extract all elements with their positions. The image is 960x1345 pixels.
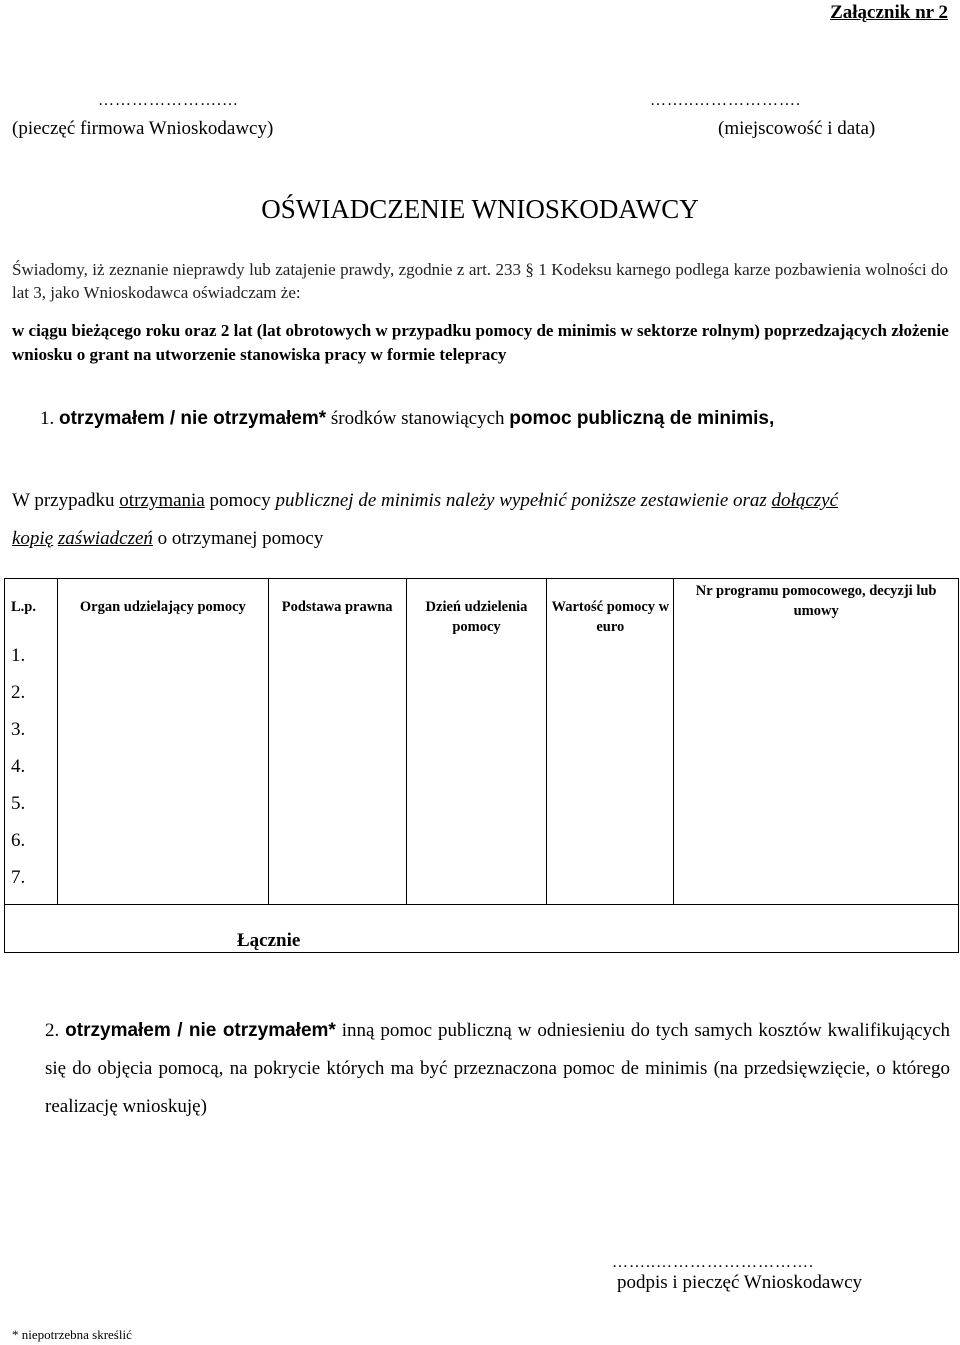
aid-table: [4, 578, 959, 953]
note-underlined: kopię: [12, 528, 54, 549]
cell[interactable]: [547, 830, 674, 867]
cell[interactable]: [268, 719, 406, 756]
signature-dotted-line: ……..……………………….: [612, 1254, 814, 1271]
header-legal-basis: Podstawa prawna: [268, 579, 406, 645]
page-title: OŚWIADCZENIE WNIOSKODAWCY: [261, 194, 699, 224]
cell[interactable]: [57, 645, 268, 682]
header-organ: Organ udzielający pomocy: [57, 579, 268, 645]
cell[interactable]: [268, 867, 406, 905]
table-row: [5, 645, 959, 682]
place-date-dotted-line: ……..……………….: [650, 92, 801, 109]
cell[interactable]: [268, 830, 406, 867]
cell[interactable]: [57, 830, 268, 867]
total-row: [5, 904, 959, 952]
cell[interactable]: [674, 867, 959, 905]
total-label: Łącznie: [237, 929, 301, 951]
total-cell: [5, 904, 959, 952]
cell[interactable]: [406, 682, 547, 719]
table-header-row: [5, 579, 959, 645]
table-row: [5, 830, 959, 867]
row-number: 1.: [5, 645, 58, 682]
cell[interactable]: [268, 682, 406, 719]
row-number: 4.: [5, 756, 58, 793]
declaration-item-2: [45, 1012, 950, 1126]
item-1-bold: pomoc publiczną de minimis,: [509, 408, 775, 429]
cell[interactable]: [674, 756, 959, 793]
table-row: [5, 682, 959, 719]
intro-paragraph: Świadomy, iż zeznanie nieprawdy lub zatajenie prawdy, zgodnie z art. 233 § 1 Kodeksu karnego podlega karze pozbawienia wolności do lat 3, jako Wnioskodawca oświadczam że:: [12, 260, 948, 302]
header-grant-date: Dzień udzielenia pomocy: [406, 579, 547, 645]
row-number: 7.: [5, 867, 58, 905]
cell[interactable]: [57, 756, 268, 793]
cell[interactable]: [57, 682, 268, 719]
cell[interactable]: [547, 645, 674, 682]
declaration-item-1: [40, 408, 774, 430]
row-number: 3.: [5, 719, 58, 756]
table-row: [5, 756, 959, 793]
table-row: [5, 719, 959, 756]
header-value-euro: Wartość pomocy w euro: [547, 579, 674, 645]
item-1-number: 1.: [40, 408, 55, 429]
header-lp: L.p.: [5, 579, 58, 645]
row-number: 6.: [5, 830, 58, 867]
cell[interactable]: [57, 867, 268, 905]
note-underlined: dołączyć: [771, 490, 839, 511]
note-part: W przypadku: [12, 490, 120, 511]
cell[interactable]: [406, 793, 547, 830]
cell[interactable]: [268, 756, 406, 793]
cell[interactable]: [268, 645, 406, 682]
cell[interactable]: [547, 682, 674, 719]
table-row: [5, 867, 959, 905]
cell[interactable]: [406, 867, 547, 905]
cell[interactable]: [406, 830, 547, 867]
item-2-choice: otrzymałem / nie otrzymałem*: [65, 1020, 336, 1041]
cell[interactable]: [406, 756, 547, 793]
cell[interactable]: [406, 645, 547, 682]
note-part: pomocy: [204, 490, 276, 511]
period-statement: w ciągu bieżącego roku oraz 2 lat (lat obrotowych w przypadku pomocy de minimis w sektorze rolnym) poprzedzających złożenie wniosku o grant na utworzenie stanowiska pracy w formie telepracy: [12, 321, 949, 364]
item-1-text: środków stanowiących: [326, 408, 510, 429]
item-2-number: 2.: [45, 1020, 60, 1041]
cell[interactable]: [57, 719, 268, 756]
row-number: 5.: [5, 793, 58, 830]
cell[interactable]: [547, 867, 674, 905]
signature-label: podpis i pieczęć Wnioskodawcy: [617, 1272, 862, 1293]
cell[interactable]: [674, 645, 959, 682]
table-row: [5, 793, 959, 830]
note-underlined: otrzymania: [119, 490, 205, 511]
attachment-number: Załącznik nr 2: [830, 2, 948, 23]
footnote: * niepotrzebna skreślić: [12, 1327, 132, 1342]
item-1-choice: otrzymałem / nie otrzymałem*: [59, 408, 327, 429]
note-part: o otrzymanej pomocy: [152, 528, 324, 549]
cell[interactable]: [547, 793, 674, 830]
cell[interactable]: [674, 793, 959, 830]
note-underlined: zaświadczeń: [57, 528, 153, 549]
row-number: 2.: [5, 682, 58, 719]
cell[interactable]: [268, 793, 406, 830]
cell[interactable]: [547, 756, 674, 793]
cell[interactable]: [674, 719, 959, 756]
cell[interactable]: [57, 793, 268, 830]
cell[interactable]: [406, 719, 547, 756]
company-stamp-label: (pieczęć firmowa Wnioskodawcy): [12, 118, 274, 139]
place-date-label: (miejscowość i data): [718, 118, 876, 139]
cell[interactable]: [674, 682, 959, 719]
instruction-note: [12, 482, 952, 558]
note-italic: publicznej de minimis należy wypełnić poniższe zestawienie oraz: [275, 490, 772, 511]
cell[interactable]: [547, 719, 674, 756]
cell[interactable]: [674, 830, 959, 867]
item-2-text: inną pomoc publiczną w odniesieniu do tych samych kosztów kwalifikujących się do objęcia pomocą, na pokrycie których ma być przeznaczona pomoc de minimis (na przedsięwzięcie, o którego realizację wnioskuję): [45, 1020, 951, 1117]
header-program-number: Nr programu pomocowego, decyzji lub umowy: [674, 579, 959, 645]
stamp-dotted-line: ………………….…: [98, 92, 239, 109]
